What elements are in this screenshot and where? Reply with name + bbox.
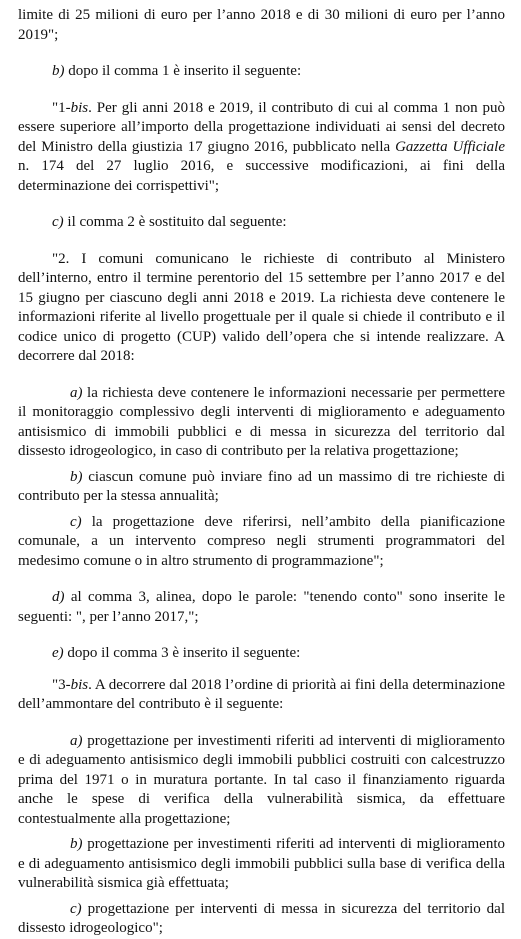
list-label: b) — [70, 836, 83, 852]
list-item-b: b) ciascun comune può inviare fino ad un massimo di tre richieste di contributo per la stessa annualità; — [18, 468, 505, 504]
priority-item-c: c) progettazione per interventi di messa in sicurezza del territorio dal dissesto idrogeologico"; — [18, 900, 505, 936]
list-label: b) — [70, 468, 83, 485]
paragraph-comma-limit: limite di 25 milioni di euro per l’anno 2018 e di 30 milioni di euro per l’anno 2019"; — [18, 7, 505, 43]
gazzetta-reference: Gazzetta Ufficiale — [395, 138, 505, 155]
list-label: b) — [52, 63, 65, 79]
list-label: d) — [52, 589, 65, 605]
list-label: a) — [70, 732, 83, 749]
paragraph-letter-d: d) al comma 3, alinea, dopo le parole: "tenendo conto" sono inserite le seguenti: ", per l’anno 2017,"; — [18, 589, 505, 625]
priority-item-a: a) progettazione per investimenti riferiti ad interventi di miglioramento e di adeguamento antisismico degli immobili pubblici costruiti con calcestruzzo prima del 1971 o in muratura portante. In tal caso il finanziamento riguarda anche le spese di verifica della vulnerabilità sismica, da effettuare contestualmente alla progettazione; — [18, 732, 505, 827]
list-label: c) — [70, 900, 82, 917]
paragraph-comma-2: "2. I comuni comunicano le richieste di contributo al Ministero dell’interno, entro il termine perentorio del 15 settembre per l’anno 2017 e del 15 giugno per ciascuno degli anni 2018 e 2019. La richiesta deve contenere le informazioni riferite al livello progettuale per il quale si chiede il contributo e il codice unico di progetto (CUP) valido dell’opera che si intende realizzare. A decorrere dal 2018: — [18, 250, 505, 364]
list-label: a) — [70, 384, 83, 401]
paragraph-comma-1-bis: "1-bis. Per gli anni 2018 e 2019, il contributo di cui al comma 1 non può essere superiore all’importo della progettazione individuati ai sensi del decreto del Ministro della giustizia 17 giugno 2016, pubblicato nella Gazzetta Ufficiale n. 174 del 27 luglio 2016, e successive modificazioni, ai fini della determinazione dei corrispettivi"; — [18, 99, 505, 194]
paragraph-letter-b: b) dopo il comma 1 è inserito il seguente: — [52, 63, 302, 79]
list-label: c) — [52, 214, 64, 230]
paragraph-letter-e: e) dopo il comma 3 è inserito il seguente: — [52, 645, 301, 661]
list-item-c: c) la progettazione deve riferirsi, nell’ambito della pianificazione comunale, a un intervento compreso negli strumenti programmatori del medesimo comune o in altro strumento di programmazione"; — [18, 513, 505, 569]
priority-item-b: b) progettazione per investimenti riferiti ad interventi di miglioramento e di adeguamento antisismico degli immobili pubblici sulla base di verifica della vulnerabilità sismica già effettuata; — [18, 836, 505, 891]
list-item-a: a) la richiesta deve contenere le informazioni necessarie per permettere il monitoraggio complessivo degli interventi di miglioramento e adeguamento antisismico di immobili pubblici e di messa in sicurezza del territorio dal dissesto idrogeologico, in caso di contributo per la relativa progettazione; — [18, 384, 505, 459]
paragraph-comma-3-bis: "3-bis. A decorrere dal 2018 l’ordine di priorità ai fini della determinazione dell’ammontare del contributo è il seguente: — [18, 676, 505, 712]
paragraph-letter-c: c) il comma 2 è sostituito dal seguente: — [52, 214, 287, 230]
list-label: c) — [70, 513, 82, 530]
list-label: e) — [52, 645, 64, 661]
